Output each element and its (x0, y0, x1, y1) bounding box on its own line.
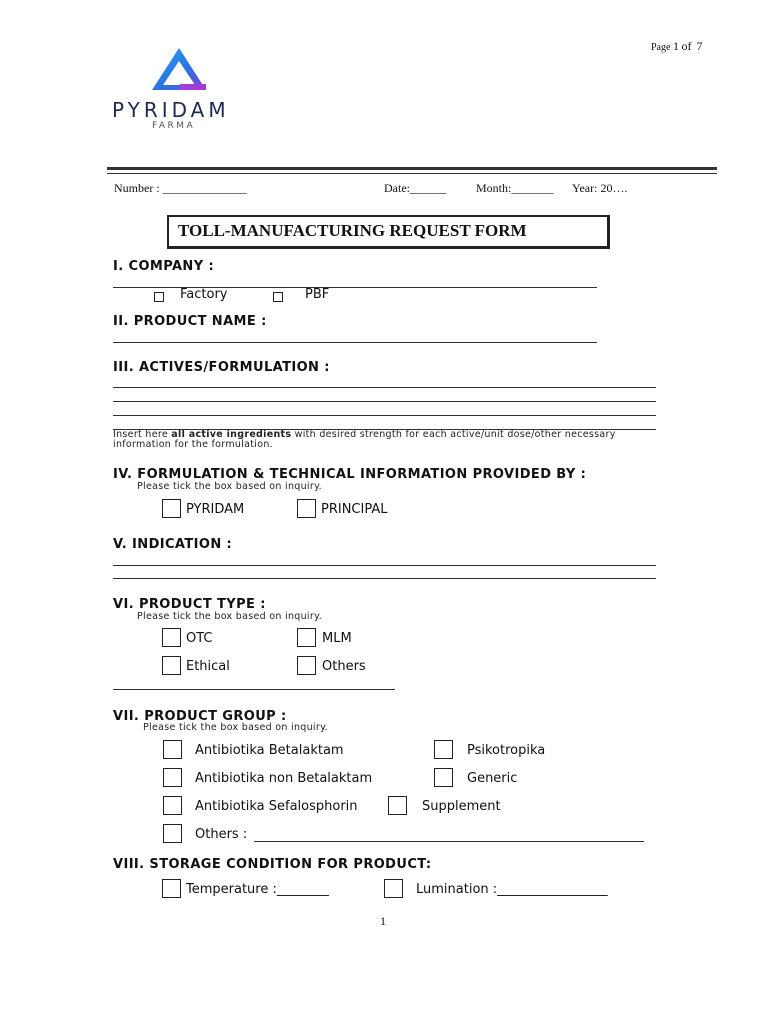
generic-checkbox[interactable] (434, 768, 453, 787)
pyridam-checkbox[interactable] (162, 499, 181, 518)
others-type-label: Others (322, 659, 366, 674)
actives-line-2[interactable] (113, 401, 656, 402)
others-group-label: Others : (195, 827, 248, 842)
temperature-checkbox[interactable] (162, 879, 181, 898)
footer-page-number: 1 (380, 914, 386, 928)
others-type-checkbox[interactable] (297, 656, 316, 675)
pbf-label: PBF (305, 287, 330, 302)
section-formulation-info-title: IV. FORMULATION & TECHNICAL INFORMATION PROVIDED BY : (113, 467, 587, 482)
antibiotika-betalaktam-checkbox[interactable] (163, 740, 182, 759)
otc-label: OTC (186, 631, 213, 646)
factory-label: Factory (180, 287, 228, 302)
antibiotika-sefalosphorin-label: Antibiotika Sefalosphorin (195, 799, 358, 814)
section-product-type-title: VI. PRODUCT TYPE : (113, 597, 266, 612)
actives-note-bold: all active ingredients (171, 429, 292, 440)
section-indication-title: V. INDICATION : (113, 537, 233, 552)
section-storage-title: VIII. STORAGE CONDITION FOR PRODUCT: (113, 857, 432, 872)
indication-line-1[interactable] (113, 565, 656, 566)
ethical-label: Ethical (186, 659, 230, 674)
actives-note-line2: information for the formulation. (113, 439, 273, 450)
pbf-checkbox[interactable] (273, 292, 283, 302)
year-field[interactable]: Year: 20…. (572, 181, 628, 195)
product-type-others-line[interactable] (113, 689, 395, 690)
number-field[interactable]: Number : ______________ (114, 181, 247, 195)
section-product-group-title: VII. PRODUCT GROUP : (113, 709, 287, 724)
pyridam-logo-icon (150, 46, 208, 94)
page-current: 1 (672, 39, 679, 53)
actives-line-3[interactable] (113, 415, 656, 416)
product-type-hint: Please tick the box based on inquiry. (137, 611, 322, 622)
lumination-checkbox[interactable] (384, 879, 403, 898)
temperature-field[interactable]: Temperature :________ (186, 882, 329, 897)
product-name-input-line[interactable] (113, 342, 597, 343)
principal-checkbox[interactable] (297, 499, 316, 518)
mlm-label: MLM (322, 631, 352, 646)
actives-line-1[interactable] (113, 387, 656, 388)
page-of: of (681, 39, 692, 53)
actives-note-prefix: Insert here (113, 429, 172, 440)
supplement-label: Supplement (422, 799, 501, 814)
formulation-info-hint: Please tick the box based on inquiry. (137, 481, 322, 492)
section-company-title: I. COMPANY : (113, 259, 215, 274)
mlm-checkbox[interactable] (297, 628, 316, 647)
psikotropika-label: Psikotropika (467, 743, 546, 758)
otc-checkbox[interactable] (162, 628, 181, 647)
others-group-input-line[interactable] (254, 841, 644, 842)
factory-checkbox[interactable] (154, 292, 164, 302)
date-field[interactable]: Date:______ (384, 181, 446, 195)
page-label: Page (651, 42, 671, 53)
form-title: TOLL-MANUFACTURING REQUEST FORM (178, 221, 527, 240)
pyridam-label: PYRIDAM (186, 502, 245, 517)
header-rule (107, 167, 717, 170)
others-group-checkbox[interactable] (163, 824, 182, 843)
header-rule-thin (107, 173, 717, 174)
antibiotika-non-betalaktam-checkbox[interactable] (163, 768, 182, 787)
generic-label: Generic (467, 771, 518, 786)
section-product-name-title: II. PRODUCT NAME : (113, 314, 267, 329)
month-field[interactable]: Month:_______ (476, 181, 554, 195)
supplement-checkbox[interactable] (388, 796, 407, 815)
section-actives-title: III. ACTIVES/FORMULATION : (113, 360, 330, 375)
actives-note-suffix: with desired strength for each active/unit dose/other necessary (291, 429, 616, 440)
antibiotika-sefalosphorin-checkbox[interactable] (163, 796, 182, 815)
principal-label: PRINCIPAL (321, 502, 388, 517)
logo-sub-text: FARMA (152, 121, 196, 131)
ethical-checkbox[interactable] (162, 656, 181, 675)
page-total: 7 (696, 39, 703, 53)
lumination-field[interactable]: Lumination :_________________ (416, 882, 608, 897)
antibiotika-betalaktam-label: Antibiotika Betalaktam (195, 743, 344, 758)
antibiotika-non-betalaktam-label: Antibiotika non Betalaktam (195, 771, 373, 786)
indication-line-2[interactable] (113, 578, 656, 579)
page-indicator (651, 39, 702, 54)
product-group-hint: Please tick the box based on inquiry. (143, 722, 328, 733)
logo-brand-text: PYRIDAM (112, 98, 230, 122)
psikotropika-checkbox[interactable] (434, 740, 453, 759)
